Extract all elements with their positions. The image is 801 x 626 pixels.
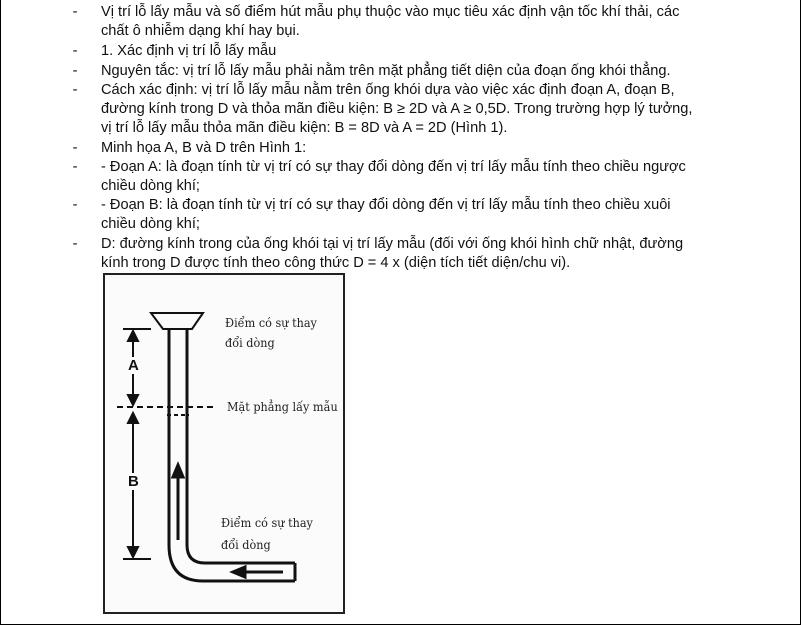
top-flow-change-label-2: đổi dòng (225, 335, 275, 350)
bullet-dash: - (72, 4, 78, 20)
funnel-top (151, 313, 203, 329)
paragraph-line: chiều dòng khí; (101, 216, 200, 232)
bottom-flow-change-label: Điểm có sự thay (221, 515, 313, 530)
paragraph-line: chiều dòng khí; (101, 178, 200, 194)
sampling-plane-label: Mặt phẳng lấy mẫu (227, 399, 338, 414)
figure-stack-diagram (103, 273, 345, 614)
dimension-a-label: A (128, 357, 139, 374)
paragraph-line: - Đoạn B: là đoạn tính từ vị trí có sự thay đổi dòng đến vị trí lấy mẫu tính theo chiều xuôi (101, 197, 671, 213)
paragraph-line: D: đường kính trong của ống khói tại vị trí lấy mẫu (đối với ống khói hình chữ nhật, đường (101, 236, 684, 252)
bullet-dash: - (72, 140, 78, 156)
bullet-dash: - (72, 63, 78, 79)
paragraph-line: Cách xác định: vị trí lỗ lấy mẫu nằm trên ống khói dựa vào việc xác định đoạn A, đoạn B, (101, 82, 675, 98)
top-flow-change-label: Điểm có sự thay (225, 315, 317, 330)
paragraph-line: Vị trí lỗ lấy mẫu và số điểm hút mẫu phụ thuộc vào mục tiêu xác định vận tốc khí thải, các (101, 4, 680, 20)
paragraph-line: - Đoạn A: là đoạn tính từ vị trí có sự thay đổi dòng đến vị trí lấy mẫu tính theo chiều ngược (101, 159, 686, 175)
bullet-dash: - (72, 159, 78, 175)
bottom-flow-change-label-2: đổi dòng (221, 537, 271, 552)
paragraph-line: Nguyên tắc: vị trí lỗ lấy mẫu phải nằm trên mặt phẳng tiết diện của đoạn ống khói thẳng. (101, 63, 671, 79)
paragraph-line: chất ô nhiễm dạng khí hay bụi. (101, 23, 300, 39)
bullet-dash: - (72, 236, 78, 252)
paragraph-line: đường kính trong D và thỏa mãn điều kiện: B ≥ 2D và A ≥ 0,5D. Trong trường hợp lý tưởng, (101, 101, 693, 117)
paragraph-line: vị trí lỗ lấy mẫu thỏa mãn điều kiện: B = 8D và A = 2D (Hình 1). (101, 120, 508, 136)
section-heading: 1. Xác định vị trí lỗ lấy mẫu (101, 43, 277, 59)
bullet-dash: - (72, 197, 78, 213)
bullet-dash: - (72, 43, 78, 59)
dimension-b-label: B (128, 473, 139, 490)
bullet-dash: - (72, 82, 78, 98)
paragraph-line: Minh họa A, B và D trên Hình 1: (101, 140, 307, 156)
paragraph-line: kính trong D được tính theo công thức D = 4 x (diện tích tiết diện/chu vi). (101, 255, 571, 271)
